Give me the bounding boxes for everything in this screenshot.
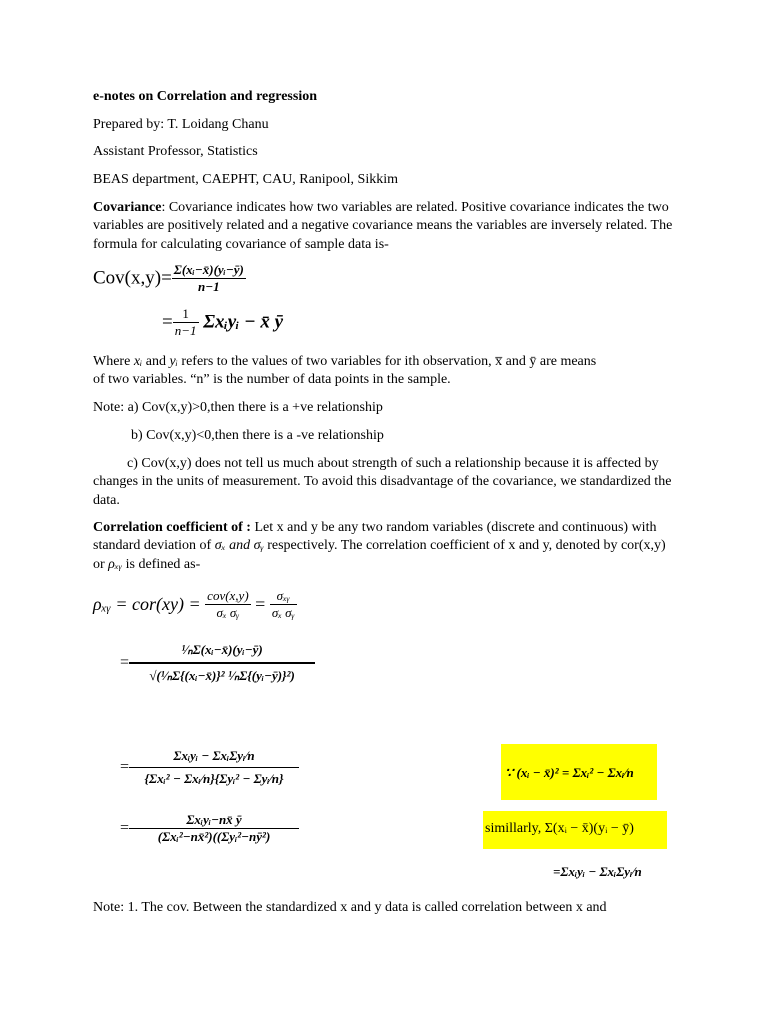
corr-formula3-eq: = [120, 758, 130, 776]
correlation-heading: Correlation coefficient of : [93, 520, 251, 535]
cov-formula-2 [162, 306, 283, 339]
corr-formula2-num: ¹⁄ₙΣ(xᵢ−x̄)(yᵢ−ȳ) [181, 642, 263, 657]
corr-formula4-frac [129, 812, 299, 845]
where-text-b: and [142, 354, 170, 369]
author-line: Prepared by: T. Loidang Chanu [93, 117, 269, 132]
cov-formula-lhs: Cov(x,y)= [93, 267, 172, 289]
highlight-text-1: ∵ (xᵢ − x̄)² = Σxᵢ² − Σxᵢ⁄n [505, 765, 634, 780]
author-position: Assistant Professor, Statistics [93, 144, 258, 159]
correlation-text-2: respectively. The correlation coefficient of x and y, denoted by cor(x,y) or [93, 538, 666, 572]
note-1: Note: 1. The cov. Between the standardized x and y data is called correlation between x and [93, 900, 607, 915]
cov-formula-numerator: Σ(xᵢ−x̄)(yᵢ−ȳ) [173, 262, 244, 277]
corr-formula1-frac1 [205, 588, 251, 621]
cov-formula2-rest: Σxᵢyᵢ − x̄ ȳ [203, 311, 284, 333]
corr-formula4-num: Σxᵢyᵢ−nx̄ ȳ [186, 812, 242, 827]
document-title: e-notes on Correlation and regression [93, 89, 317, 104]
note-b: b) Cov(x,y)<0,then there is a -ve relationship [131, 428, 384, 443]
covariance-heading: Covariance [93, 200, 162, 215]
corr-formula4-den: (Σxᵢ²−nx̄²)((Σyᵢ²−nȳ²) [129, 828, 299, 845]
corr-formula1-frac2 [270, 588, 297, 621]
corr-formula1-num1: cov(x,y) [207, 588, 249, 603]
corr-formula1-eq: = [250, 594, 270, 614]
corr-formula2-eq: = [120, 654, 130, 671]
corr-formula1-den2: σₓ σᵧ [271, 605, 295, 620]
cov-formula2-fraction [173, 306, 199, 339]
correlation-text-3: is defined as- [122, 556, 201, 572]
correlation-text-1: Let x and y be any two random variables (discrete and continuous) with standard deviation of [93, 520, 657, 554]
correlation-paragraph [93, 519, 673, 574]
corr-formula-4 [120, 812, 299, 845]
corr-formula1-lhs: ρₓᵧ = cor(xy) = [93, 594, 206, 614]
corr-formula-3 [120, 748, 299, 787]
note-a: Note: a) Cov(x,y)>0,then there is a +ve relationship [93, 400, 383, 415]
cov-formula2-frac-num: 1 [182, 306, 189, 321]
corr-formula1-num2: σₓᵧ [276, 588, 290, 603]
sigma-x: σₓ [214, 538, 226, 554]
cov-formula-denominator: n−1 [172, 278, 246, 295]
where-xi: xᵢ [133, 354, 143, 369]
corr-formula2-frac [129, 642, 315, 684]
corr-formula-1 [93, 588, 297, 621]
rho-xy: ρₓᵧ [108, 556, 123, 572]
covariance-text: : Covariance indicates how two variables are related. Positive covariance indicates the two variables are positively related and a negative covariance means the variables are inversely related. The formula for calculating covariance of sample data is- [93, 200, 673, 252]
where-line-1 [93, 353, 596, 371]
corr-formula3-frac [129, 748, 299, 787]
cov-formula2-eq: = [162, 311, 173, 333]
corr-formula2-den: √(¹⁄ₙΣ{(xᵢ−x̄)}² ¹⁄ₙΣ{(yᵢ−ȳ)}²) [129, 662, 315, 684]
formula-5: =Σxᵢyᵢ − ΣxᵢΣyᵢ⁄n [553, 864, 642, 879]
author-department: BEAS department, CAEPHT, CAU, Ranipool, Sikkim [93, 172, 399, 187]
cov-formula2-frac-den: n−1 [174, 323, 197, 338]
corr-formula4-eq: = [120, 819, 130, 837]
corr-formula3-den: {Σxᵢ² − Σxᵢ⁄n}{Σyᵢ² − Σyᵢ⁄n} [129, 767, 299, 787]
covariance-paragraph [93, 199, 673, 254]
where-line-2: of two variables. “n” is the number of data points in the sample. [93, 372, 451, 387]
highlight-text-2: simillarly, Σ(xᵢ − x̄)(yᵢ − ȳ) [485, 821, 634, 836]
corr-formula-2 [120, 642, 315, 684]
cov-formula-fraction [172, 262, 246, 295]
where-text-a: Where [93, 354, 134, 369]
and-sigma-y: and σᵧ [225, 538, 264, 554]
cov-formula-1 [93, 262, 246, 295]
corr-formula3-num: Σxᵢyᵢ − ΣxᵢΣyᵢ⁄n [173, 748, 255, 763]
where-yi: yᵢ [169, 354, 178, 369]
note-c: c) Cov(x,y) does not tell us much about strength of such a relationship because it is affected by changes in the units of measurement. To avoid this disadvantage of the covariance, we standardized the data. [93, 456, 672, 508]
where-text-c: refers to the values of two variables for ith observation, x̅ and ȳ are means [177, 354, 597, 369]
corr-formula1-den1: σₓ σᵧ [205, 604, 251, 621]
